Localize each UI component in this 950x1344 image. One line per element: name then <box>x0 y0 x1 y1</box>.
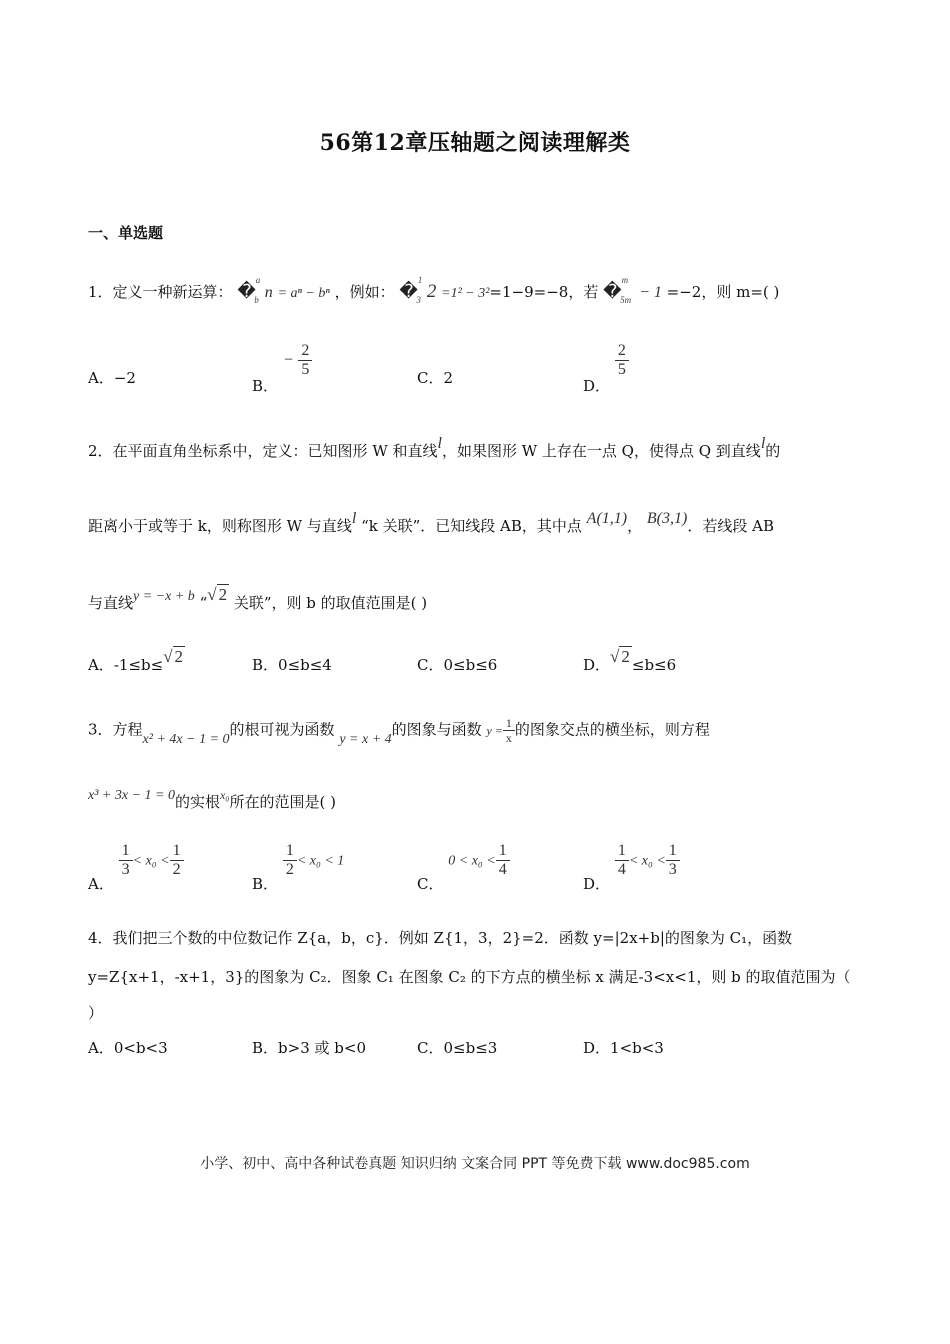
q3-option-b-frac-1 <box>283 842 297 879</box>
q1-sub-3: 3 <box>416 295 421 305</box>
q2-text: ，如果图形 W 上存在一点 Q，使得点 Q 到直线 <box>441 442 761 460</box>
sqrt-radicand: 2 <box>621 647 630 666</box>
frac-num: 1 <box>172 842 181 859</box>
q3-option-a-frac-1 <box>119 842 133 879</box>
q4-option-c[interactable] <box>417 1038 497 1058</box>
q3-option-b-label: B． <box>252 874 279 893</box>
q3-text: 的图象与函数 <box>391 720 482 739</box>
q3-option-d-mid: < x₀ < <box>628 853 666 869</box>
question-2-line-3 <box>88 585 428 615</box>
q1-sup-a: a <box>255 275 261 285</box>
q3-text: 所在的范围是( ) <box>229 793 336 811</box>
q1-sup-1: 1 <box>417 275 423 285</box>
q2-math-l: l <box>437 435 442 452</box>
q3-text: 的图象交点的横坐标，则方程 <box>514 720 710 739</box>
frac-den: 3 <box>666 860 680 879</box>
q4-text: ） <box>88 1004 104 1022</box>
q3-math-cubic: x³ + 3x − 1 = 0 <box>88 788 175 803</box>
frac-num: 1 <box>285 842 294 859</box>
q4-option-d-label: D．1<b<3 <box>583 1039 664 1057</box>
section-heading: 一、单选题 <box>88 224 164 242</box>
q1-option-a[interactable] <box>88 368 136 388</box>
question-1-stem <box>88 275 780 305</box>
question-2-line-2 <box>88 510 774 537</box>
q3-math-fraction <box>503 716 515 745</box>
q1-operator-glyph-1: � <box>237 281 256 302</box>
q3-math-y: y = <box>486 723 503 738</box>
q1-option-c-label: C．2 <box>417 369 454 387</box>
frac-den: 5 <box>298 360 312 379</box>
q3-option-a-frac-2 <box>170 842 184 879</box>
page-footer: 小学、初中、高中各种试卷真题 知识归纳 文案合同 PPT 等免费下载 www.doc985.com <box>200 1156 750 1172</box>
q2-math-line: y = −x + b <box>133 589 195 604</box>
q1-option-b[interactable] <box>252 342 312 395</box>
q3-math-quadratic: x² + 4x − 1 = 0 <box>142 731 230 747</box>
q1-text-2: ，例如： <box>334 283 395 301</box>
q2-text: 关联”，则 b 的取值范围是( ) <box>233 594 428 612</box>
q2-option-c[interactable] <box>417 655 497 675</box>
q2-option-b-label: B．0≤b≤4 <box>252 656 332 674</box>
q1-math-def: = aⁿ − bⁿ <box>277 286 330 301</box>
frac-den: 5 <box>615 360 629 379</box>
q2-text: 的 <box>765 442 781 460</box>
q1-option-d[interactable] <box>583 342 629 395</box>
q3-option-c-frac-2 <box>496 842 510 879</box>
q1-option-c[interactable] <box>417 368 453 388</box>
q2-point-b: B(3,1) <box>646 510 688 527</box>
q3-option-c-label: C． <box>417 874 444 893</box>
question-3-line-1 <box>88 716 710 745</box>
q3-option-c[interactable] <box>417 842 510 893</box>
sqrt-radicand: 2 <box>174 647 184 666</box>
q2-option-d-tail: ≤b≤6 <box>631 656 677 674</box>
q2-option-d[interactable] <box>583 647 677 675</box>
q3-math-x0: x₀ <box>219 788 230 802</box>
q1-text-1: 1．定义一种新运算： <box>88 283 233 301</box>
frac-num: 1 <box>121 842 130 859</box>
frac-num: 1 <box>505 716 512 730</box>
q2-text: “ <box>199 594 208 612</box>
q3-option-a-mid: < x₀ < <box>132 853 170 869</box>
question-2-line-1 <box>88 435 781 462</box>
q1-option-b-sign: − <box>282 351 294 369</box>
q2-text: 与直线 <box>88 594 134 612</box>
q1-option-d-fraction <box>615 342 629 379</box>
sqrt-radicand: 2 <box>218 585 228 604</box>
q4-option-b-label: B．b>3 或 b<0 <box>252 1039 366 1057</box>
q3-text: 3．方程 <box>88 720 143 739</box>
q4-option-d[interactable] <box>583 1038 664 1058</box>
q2-option-b[interactable] <box>252 655 332 675</box>
q1-sub-b: b <box>254 295 259 305</box>
frac-den: 4 <box>615 860 629 879</box>
q2-sqrt: √ 2 <box>207 585 228 604</box>
q1-text-4: =−2，则 m=( ) <box>666 283 780 301</box>
frac-num: 1 <box>617 842 626 859</box>
frac-den: 4 <box>496 860 510 879</box>
q1-text-3: =1−9=−8，若 <box>489 283 599 301</box>
q3-option-a-label: A． <box>88 874 114 893</box>
q3-option-c-mid: 0 < x₀ < <box>448 853 496 869</box>
q2-math-l: l <box>760 435 766 452</box>
q2-option-d-sqrt: √ 2 <box>610 647 630 666</box>
q4-option-b[interactable] <box>252 1038 366 1058</box>
question-4-line-2 <box>88 967 851 987</box>
q1-sup-m: m <box>621 275 629 285</box>
q3-option-d-frac-1 <box>615 842 629 879</box>
q1-option-b-label: B． <box>252 376 279 395</box>
q1-option-d-label: D． <box>583 376 611 395</box>
frac-num: 1 <box>498 842 507 859</box>
frac-den: 2 <box>170 860 184 879</box>
q2-option-a-label: A．-1≤b≤ <box>88 656 164 674</box>
q1-sub-5m: 5m <box>620 295 632 305</box>
page-title: 56第12章压轴题之阅读理解类 <box>319 130 631 156</box>
q3-text: 的实根 <box>174 793 220 811</box>
q3-option-d-label: D． <box>583 874 611 893</box>
q1-option-b-fraction <box>298 342 312 379</box>
q2-option-c-label: C．0≤b≤6 <box>417 656 498 674</box>
q3-math-linear: y = x + 4 <box>339 731 392 747</box>
q4-text: 4．我们把三个数的中位数记作 Z{a，b，c}．例如 Z{1，3，2}=2．函数 y=|2x+b|的图象为 C₁，函数 <box>88 929 793 947</box>
q2-text: 2．在平面直角坐标系中，定义：已知图形 W 和直线 <box>88 442 438 460</box>
q2-option-d-label: D． <box>583 656 611 674</box>
question-4-line-1 <box>88 928 792 948</box>
frac-den: 2 <box>283 860 297 879</box>
q1-math-n: n <box>264 284 273 301</box>
frac-den: 3 <box>119 860 133 879</box>
q4-option-a-label: A．0<b<3 <box>88 1039 168 1057</box>
q3-option-a[interactable] <box>88 842 184 893</box>
frac-den: x <box>503 730 515 745</box>
q1-math-2: 2 <box>426 281 437 302</box>
q2-text: 距离小于或等于 k，则称图形 W 与直线 <box>88 517 352 535</box>
question-3-line-2 <box>88 788 336 814</box>
q2-math-l: l <box>351 510 357 527</box>
q2-option-a[interactable] <box>88 647 185 675</box>
q4-option-c-label: C．0≤b≤3 <box>417 1039 498 1057</box>
q3-option-b[interactable] <box>252 842 345 893</box>
q1-operator-glyph-2: � <box>399 281 418 302</box>
q3-option-b-mid: < x₀ < 1 <box>296 853 345 869</box>
q2-text: ， <box>627 517 643 535</box>
q2-text: “k 关联”．已知线段 AB，其中点 <box>361 517 582 535</box>
q3-option-d-frac-2 <box>666 842 680 879</box>
frac-num: 1 <box>668 842 677 859</box>
q2-text: ．若线段 AB <box>687 517 774 535</box>
q3-option-d[interactable] <box>583 842 680 893</box>
q1-math-example: =1² − 3² <box>441 286 490 301</box>
q1-operator-glyph-3: � <box>603 281 622 302</box>
q3-text: 的根可视为函数 <box>229 720 335 739</box>
q4-option-a[interactable] <box>88 1038 168 1058</box>
q4-text: y=Z{x+1，-x+1，3}的图象为 C₂．图象 C₁ 在图象 C₂ 的下方点的横坐标 x 满足-3<x<1，则 b 的取值范围为（ <box>88 968 851 986</box>
question-4-line-3 <box>88 1003 103 1023</box>
frac-num: 2 <box>301 342 310 359</box>
q2-point-a: A(1,1) <box>586 510 628 527</box>
q2-option-a-sqrt: √ 2 <box>163 647 184 666</box>
q1-option-a-label: A．−2 <box>88 369 136 387</box>
q1-math-minus1: − 1 <box>639 284 662 301</box>
frac-num: 2 <box>617 342 626 359</box>
